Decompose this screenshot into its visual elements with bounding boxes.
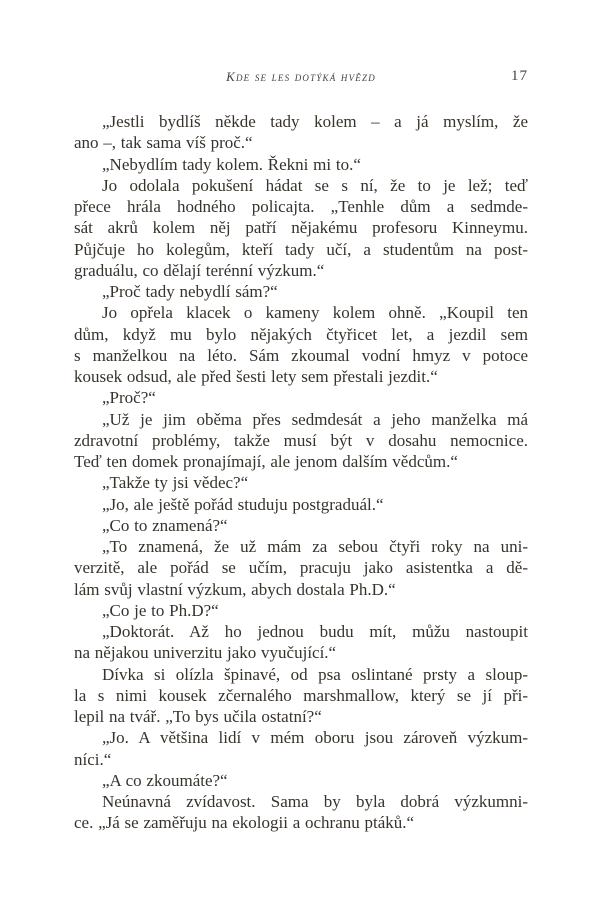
paragraph [74, 472, 528, 493]
text-line: „Nebydlím tady kolem. Řekni mi to.“ [102, 154, 361, 174]
paragraph [74, 791, 528, 834]
text-line: ce. „Já se zaměřuju na ekologii a ochranu ptáků.“ [74, 813, 415, 833]
text-line: graduálu, co dělají terénní výzkum.“ [74, 260, 325, 280]
paragraph [74, 770, 528, 791]
paragraph [74, 302, 528, 387]
paragraph [74, 387, 528, 408]
text-line: Neúnavná zvídavost. Sama by byla dobrá výzkumni- [102, 792, 528, 811]
text-line: „Co je to Ph.D?“ [102, 600, 219, 620]
paragraph [74, 111, 528, 154]
paragraph [74, 536, 528, 600]
text-line: Dívka si olízla špinavé, od psa oslintané prsty a sloup- [102, 664, 528, 684]
text-line: „Jestli bydlíš někde tady kolem – a já myslím, že [102, 112, 528, 131]
text-line: na nějakou univerzitu jako vyučující.“ [74, 643, 337, 663]
text-line: sát akrů kolem něj patří nějakému profesoru Kinneymu. [74, 218, 528, 238]
text-line: „Takže ty jsi vědec?“ [102, 473, 249, 493]
text-line: lám svůj vlastní výzkum, abych dostala Ph.D.“ [74, 579, 396, 599]
text-line: „Už je jim oběma přes sedmdesát a jeho manželka má [102, 409, 528, 429]
page-number: 17 [511, 68, 528, 84]
text-line: „Jo. A většina lidí v mém oboru jsou zároveň výzkum- [102, 728, 528, 748]
text-line: lepil na tvář. „To bys učila ostatní?“ [74, 707, 322, 726]
paragraph [74, 621, 528, 664]
text-line: kousek odsud, ale před šesti lety sem přestali jezdit.“ [74, 367, 438, 386]
text-line: níci.“ [74, 749, 112, 769]
text-line: s manželkou na léto. Sám zkoumal vodní hmyz v potoce [74, 345, 528, 365]
paragraph [74, 494, 528, 515]
text-line: Jo odolala pokušení hádat se s ní, že to je lež; teď [102, 175, 528, 195]
text-line: verzitě, ale pořád se učím, pracuju jako asistentka a dě- [74, 558, 528, 578]
text-line: „Proč?“ [102, 388, 156, 408]
text-line: „Doktorát. Až ho jednou budu mít, můžu nastoupit [102, 622, 528, 641]
running-header-title: Kde se les dotýká hvězd [226, 69, 376, 84]
text-line: přece hrála hodného policajta. „Tenhle dům a sedmde- [74, 197, 528, 216]
paragraph [74, 175, 528, 281]
text-line: zdravotní problémy, takže musí být v dosahu nemocnice. [74, 430, 528, 450]
paragraph [74, 727, 528, 770]
paragraph [74, 409, 528, 473]
running-header [74, 70, 528, 84]
paragraph [74, 664, 528, 728]
body-text [74, 111, 528, 834]
paragraph [74, 600, 528, 621]
text-line: ano –, tak sama víš proč.“ [74, 133, 253, 153]
text-line: „To znamená, že už mám za sebou čtyři roky na uni- [102, 537, 528, 556]
paragraph [74, 281, 528, 302]
paragraph [74, 154, 528, 175]
text-line: Teď ten domek pronajímají, ale jenom dalším vědcům.“ [74, 452, 458, 471]
text-line: Jo opřela klacek o kameny kolem ohně. „Koupil ten [102, 303, 528, 323]
paragraph [74, 515, 528, 536]
text-line: „Co to znamená?“ [102, 515, 228, 535]
text-line: dům, když mu bylo nějakých čtyřicet let, a jezdil sem [74, 324, 528, 344]
text-line: „Proč tady nebydlí sám?“ [102, 282, 278, 301]
text-line: la s nimi kousek zčernalého marshmallow, který se jí při- [74, 685, 528, 705]
text-line: „Jo, ale ještě pořád studuju postgraduál.“ [102, 494, 384, 514]
text-line: Půjčuje ho kolegům, kteří tady učí, a studentům na post- [74, 239, 528, 259]
text-line: „A co zkoumáte?“ [102, 770, 228, 790]
